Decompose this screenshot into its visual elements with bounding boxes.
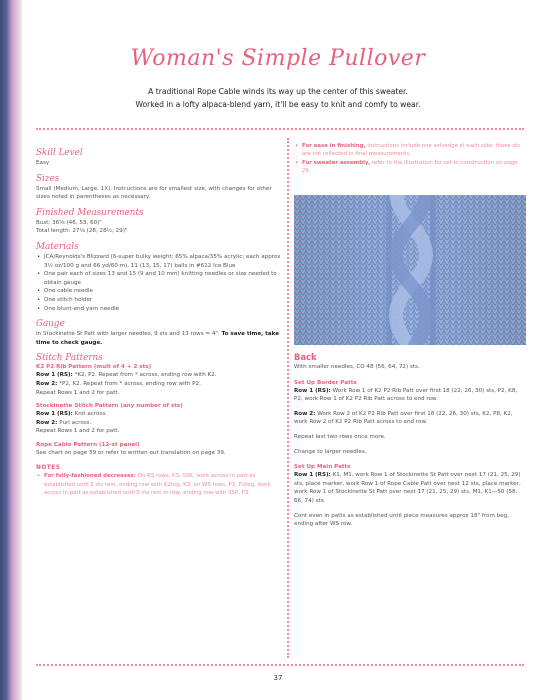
row-label: Row 1 (RS): [36, 411, 73, 418]
left-column [36, 142, 284, 497]
gauge-text [36, 330, 284, 347]
gauge-measure: In Stockinette St Patt with larger needles, 9 sts and 13 rows = 4". [36, 331, 220, 338]
skill-level-value: Easy [36, 160, 50, 166]
row-label: Row 2: [36, 380, 58, 387]
materials-item: • One stitch holder [36, 296, 284, 305]
stockinette-row-2 [36, 419, 284, 428]
finished-bust: Bust: 36⅝ (46, 53, 60)" [36, 219, 102, 226]
cable-knit-swatch-photo [294, 195, 526, 345]
intro-line-1: A traditional Rope Cable winds its way up the center of this sweater. [148, 87, 408, 96]
rib-pattern-heading: K2 P2 Rib Pattern (mult of 4 + 2 sts) [36, 364, 152, 371]
page-title: Woman's Simple Pullover [130, 46, 426, 71]
sizes-heading: Sizes [36, 173, 60, 184]
row-label: Row 1 (RS): [36, 372, 73, 379]
finishing-note [294, 142, 524, 159]
materials-item: • JCA/Reynolds's Blizzard (6-super bulky weight; 65% alpaca/35% acrylic; each approx 3½ oz/100 g and 66 yd/60 m), 11 (13, 15, 17) balls in #612 Ice Blue [36, 253, 284, 270]
main-patts-heading: Set Up Main Patts [294, 464, 351, 471]
row-label: Row 2: [294, 410, 316, 417]
border-row-1 [294, 387, 524, 404]
rib-row-1 [36, 371, 284, 380]
stockinette-pattern-heading: Stockinette Stitch Pattern (any number of sts) [36, 403, 183, 410]
border-row-2 [294, 410, 524, 427]
materials-item: • One cable needle [36, 287, 284, 296]
row-label: Row 1 (RS): [294, 387, 331, 394]
row-text: Knit across. [74, 411, 108, 418]
assembly-text: refer to the illustration for set-in construction on page 29. [302, 159, 518, 174]
row-label: Row 2: [36, 419, 58, 426]
stitch-patterns-heading: Stitch Patterns [36, 353, 103, 364]
back-intro: With smaller needles, CO 48 (56, 64, 72) sts. [294, 364, 420, 370]
row-text: K1, M1, work Row 1 of Stockinette St Patt over next 17 (21, 25, 29) sts, place marker, work Row 1 of Rope Cable Patt over next 12 sts, place marker, work Row 1 of Stockinette St Patt over next 17 (21, 25, 29) sts, M1, K1—50 (58, 66, 74) sts. [294, 472, 521, 504]
row-text: Work Row 1 of K2 P2 Rib Patt over first 18 (22, 26, 30) sts, P2, K8, P2, work Row 1 of K2 P2 Rib Patt across to end row. [294, 387, 518, 403]
column-dotted-divider [287, 138, 289, 658]
rib-row-2 [36, 380, 284, 389]
materials-item: • One pair each of sizes 13 and 15 (9 and 10 mm) knitting needles or size needed to obtain gauge [36, 270, 284, 287]
rope-cable-heading: Rope Cable Pattern (12-st panel) [36, 441, 140, 448]
finished-measurements-heading: Finished Measurements [36, 207, 144, 218]
book-binding-edge [0, 0, 22, 700]
top-dotted-divider [36, 128, 524, 130]
row-text: Purl across. [59, 419, 92, 426]
back-heading: Back [294, 352, 317, 362]
stockinette-row-1 [36, 410, 284, 419]
materials-item: • One blunt-end yarn needle [36, 305, 284, 314]
sizes-text: Small (Medium, Large, 1X). Instructions are for smallest size, with changes for other sizes noted in parentheses as necessary. [36, 185, 272, 201]
back-section [294, 352, 524, 529]
assembly-note [294, 159, 524, 176]
notes-heading: NOTES [36, 465, 61, 472]
main-row-1 [294, 471, 524, 505]
row-text: *K2, P2. Repeat from * across, ending row with K2. [74, 372, 217, 379]
change-needles-text: Change to larger needles. [294, 448, 367, 455]
finishing-text: instructions include one selvedge st each side; these sts are not reflected in final measurements. [302, 143, 520, 158]
finished-length: Total length: 27⅛ (28, 28½, 29)" [36, 228, 128, 235]
gauge-heading: Gauge [36, 319, 65, 330]
border-patts-heading: Set Up Border Patts [294, 379, 357, 386]
materials-heading: Materials [36, 241, 79, 252]
rib-repeat: Repeat Rows 1 and 2 for patt. [36, 389, 120, 396]
bottom-dotted-divider [36, 664, 524, 666]
repeat-rows-text: Repeat last two rows once more. [294, 433, 386, 440]
notes-item [36, 472, 284, 497]
assembly-label: For sweater assembly, [302, 159, 371, 166]
row-text: Work Row 2 of K2 P2 Rib Patt over first 18 (22, 26, 30) sts, K2, P8, K2, work Row 2 of K2 P2 Rib Patt across to end row. [294, 410, 513, 426]
notes-label: For fully-fashioned decreases: [44, 473, 137, 480]
row-text: *P2, K2. Repeat from * across, ending row with P2. [59, 380, 201, 387]
intro-line-2: Worked in a lofty alpaca-blend yarn, it'll be easy to knit and comfy to wear. [135, 100, 421, 109]
notes-text: On RS rows, K3, SSK, work across in patt as established until 5 sts rem, ending row with K2tog, K3; on WS rows, P3, P2tog, work across in patt as established until 5 sts rem in row, ending row with SSP, P3. [44, 473, 271, 497]
magazine-page [22, 0, 534, 700]
gauge-reminder: To save time, take time to check gauge. [36, 331, 279, 346]
continue-text: Cont even in patts as established until piece measures approx 18" from beg, ending after WS row. [294, 512, 510, 528]
page-number: 37 [273, 674, 283, 682]
row-label: Row 1 (RS): [294, 472, 331, 479]
stockinette-repeat: Repeat Rows 1 and 2 for patt. [36, 428, 120, 435]
rope-cable-text: See chart on page 39 or refer to written out translation on page 39. [36, 449, 226, 456]
skill-level-heading: Skill Level [36, 148, 83, 158]
finishing-label: For ease in finishing, [302, 143, 366, 149]
right-column [294, 142, 524, 175]
